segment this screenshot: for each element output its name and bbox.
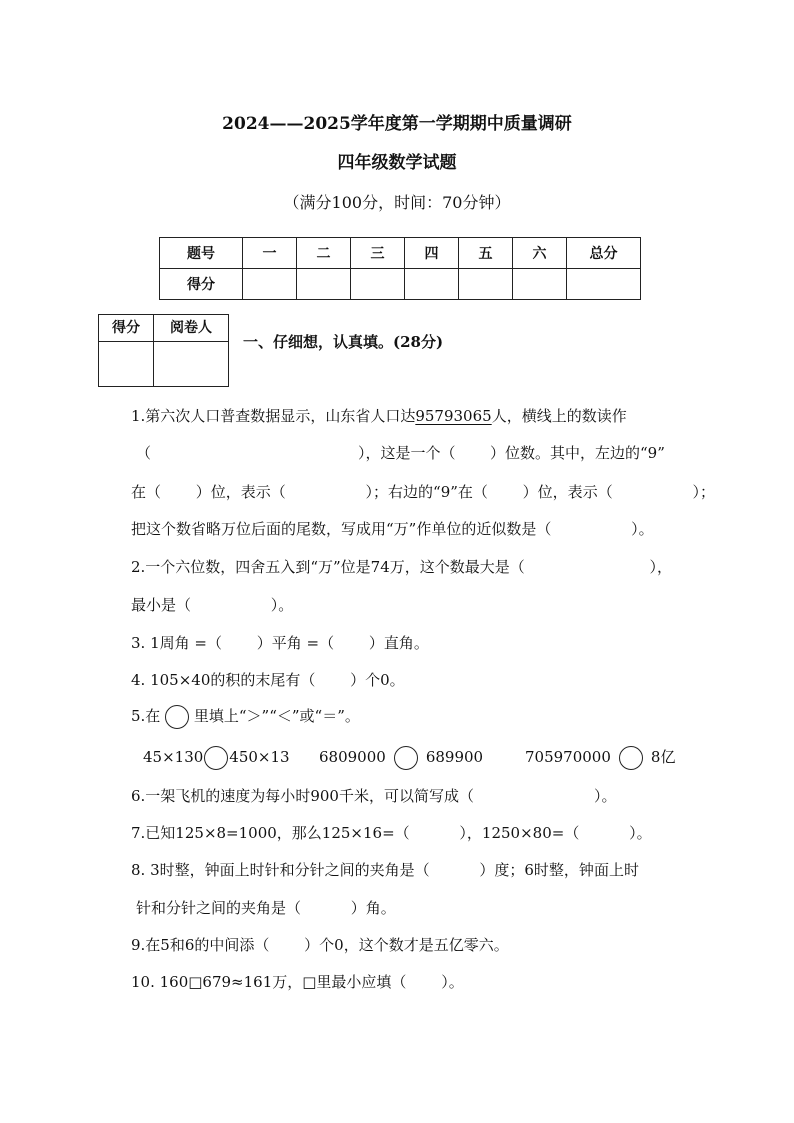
question-5-text-b: 里填上“＞”“＜”或“＝”。: [193, 707, 360, 725]
grader-box-score-label: 得分: [99, 315, 154, 342]
score-cell[interactable]: [405, 269, 459, 300]
score-table-col-1: 一: [243, 238, 297, 269]
blank-circle-icon: [165, 705, 189, 729]
question-3: 3. 1周角 =（ ）平角 =（ ）直角。: [131, 634, 429, 652]
question-1-line-2-a: （: [136, 444, 152, 462]
question-7: 7.已知125×8=1000，那么125×16=（ ），1250×80=（ ）。: [131, 824, 652, 842]
compare-1-circle[interactable]: [204, 746, 228, 770]
question-1-text-a: 1.第六次人口普查数据显示，山东省人口达: [131, 407, 416, 425]
grader-box-score-cell[interactable]: [99, 342, 154, 387]
question-5-compare-1: [143, 746, 290, 770]
score-cell[interactable]: [513, 269, 567, 300]
compare-2-left: 6809000: [319, 748, 386, 766]
question-1-line-1: [131, 405, 627, 426]
question-8-line-1: 8. 3时整，钟面上时针和分针之间的夹角是（ ）度；6时整，钟面上时: [131, 861, 639, 879]
score-table-label-question: 题号: [160, 238, 243, 269]
score-cell[interactable]: [459, 269, 513, 300]
question-1-line-4: 把这个数省略万位后面的尾数，写成用“万”作单位的近似数是（ ）。: [131, 520, 654, 538]
exam-title: 2024——2025学年度第一学期期中质量调研: [222, 114, 572, 134]
score-table: [159, 237, 641, 300]
question-10: 10. 160□679≈161万，□里最小应填（ ）。: [131, 973, 464, 991]
score-table-score-row: [160, 269, 641, 300]
score-table-col-total: 总分: [567, 238, 641, 269]
score-cell[interactable]: [351, 269, 405, 300]
compare-3-left: 705970000: [525, 748, 611, 766]
exam-subtitle: 四年级数学试题: [337, 153, 457, 173]
question-1-text-b: 人，横线上的数读作: [491, 407, 627, 425]
score-cell[interactable]: [243, 269, 297, 300]
score-table-label-score: 得分: [160, 269, 243, 300]
compare-1-left: 45×130: [143, 748, 204, 766]
question-2-line-1: 2.一个六位数，四舍五入到“万”位是74万，这个数最大是（ ），: [131, 558, 673, 576]
score-cell[interactable]: [567, 269, 641, 300]
question-1-line-3: 在（ ）位，表示（ ）；右边的“9”在（ ）位，表示（ ）；: [131, 483, 715, 501]
question-5: [131, 705, 360, 729]
question-5-compare-2: [319, 746, 483, 770]
compare-2-circle[interactable]: [394, 746, 418, 770]
score-table-col-6: 六: [513, 238, 567, 269]
compare-3-circle[interactable]: [619, 746, 643, 770]
question-9: 9.在5和6的中间添（ ）个0，这个数才是五亿零六。: [131, 936, 509, 954]
grader-box-grader-label: 阅卷人: [154, 315, 229, 342]
section1-heading: 一、仔细想，认真填。(28分): [243, 333, 444, 351]
score-table-col-5: 五: [459, 238, 513, 269]
question-1-line-2-b: ），这是一个（: [358, 444, 456, 462]
question-8-line-2: 针和分针之间的夹角是（ ）角。: [136, 899, 396, 917]
score-table-col-4: 四: [405, 238, 459, 269]
question-1-line-2-c: ）位数。其中，左边的“9”: [490, 444, 665, 462]
grader-box: [98, 314, 229, 387]
compare-2-right: 689900: [425, 748, 484, 766]
score-cell[interactable]: [297, 269, 351, 300]
score-table-col-3: 三: [351, 238, 405, 269]
compare-3-right: 8亿: [650, 748, 676, 766]
question-5-compare-3: [525, 746, 675, 770]
score-table-col-2: 二: [297, 238, 351, 269]
compare-1-right: 450×13: [229, 748, 290, 766]
score-table-header-row: [160, 238, 641, 269]
exam-note: （满分100分，时间：70分钟）: [283, 193, 511, 212]
grader-box-grader-cell[interactable]: [154, 342, 229, 387]
question-4: 4. 105×40的积的末尾有（ ）个0。: [131, 671, 405, 689]
question-2-line-2: 最小是（ ）。: [131, 596, 294, 614]
question-5-text-a: 5.在: [131, 707, 161, 725]
question-1-number: 95793065: [415, 407, 492, 425]
question-6: 6.一架飞机的速度为每小时900千米，可以简写成（ ）。: [131, 787, 617, 805]
